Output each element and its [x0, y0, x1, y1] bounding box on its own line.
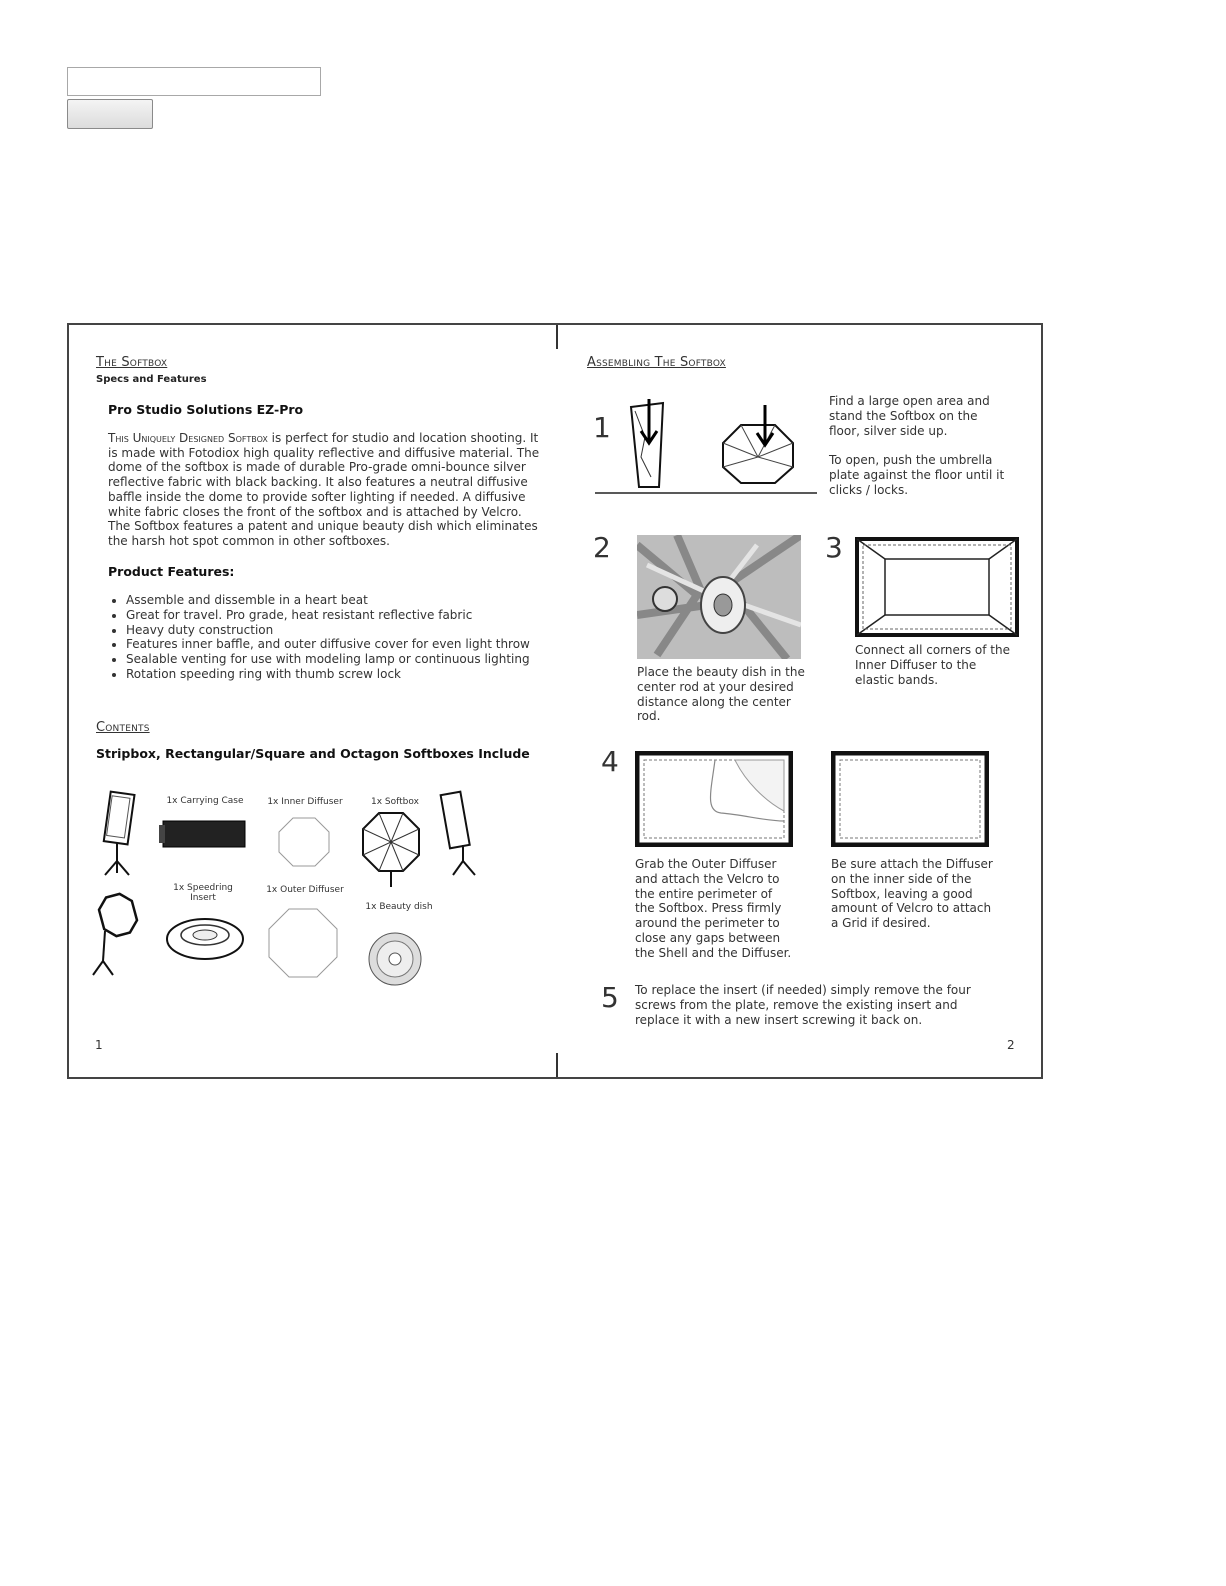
step-3-number: 3	[825, 531, 843, 564]
list-item: • Rotation speeding ring with thumb screw lock	[126, 667, 566, 682]
step-1-text-a: Find a large open area and stand the Softbox on the floor, silver side up.	[829, 394, 990, 438]
page-number-right: 2	[1007, 1038, 1015, 1052]
list-item: • Great for travel. Pro grade, heat resistant reflective fabric	[126, 608, 566, 623]
outer-diffuser-illustration	[265, 905, 341, 981]
step-5-text: To replace the insert (if needed) simply remove the four screws from the plate, remove the existing insert and replace it with a new insert screwing it back on.	[635, 983, 971, 1027]
caption-beauty-dish: 1x Beauty dish	[365, 902, 433, 912]
caption-inner-diffuser: 1x Inner Diffuser	[267, 797, 343, 807]
beauty-dish-illustration	[367, 931, 423, 987]
page-number-left: 1	[95, 1038, 103, 1052]
step-3-illustration	[855, 537, 1019, 637]
step-2-number: 2	[593, 531, 611, 564]
list-item: • Assemble and dissemble in a heart beat	[126, 593, 566, 608]
search-input[interactable]	[67, 67, 321, 96]
speedring-insert-illustration	[163, 911, 247, 963]
step-4-illustration-a	[635, 751, 793, 847]
step-4-text-a: Grab the Outer Diffuser and attach the Velcro to the entire perimeter of the Softbox. Press firmly around the perimeter to close any gaps between the Shell and the Diffuser.	[635, 857, 792, 960]
left-subtitle: Specs and Features	[96, 374, 207, 385]
step-5-number: 5	[601, 981, 619, 1014]
step-1-illustration	[593, 397, 825, 499]
step-1-number: 1	[593, 411, 611, 444]
fold-mark-top	[556, 325, 558, 349]
step-3-text: Connect all corners of the Inner Diffuser to the elastic bands.	[855, 643, 1010, 687]
fold-mark-bottom	[556, 1053, 558, 1077]
list-item: • Features inner baffle, and outer diffusive cover for even light throw	[126, 637, 566, 652]
caption-carrying-case: 1x Carrying Case	[166, 796, 244, 806]
features-heading: Product Features:	[108, 564, 235, 579]
caption-outer-diffuser: 1x Outer Diffuser	[266, 885, 344, 895]
search-button[interactable]	[67, 99, 153, 129]
stripbox-stand-illustration	[93, 789, 147, 879]
octagon-stand-illustration	[91, 891, 143, 979]
list-item: • Sealable venting for use with modeling lamp or continuous lighting	[126, 652, 566, 667]
product-title: Pro Studio Solutions EZ-Pro	[108, 402, 304, 417]
caption-softbox: 1x Softbox	[371, 797, 419, 807]
intro-smallcaps: This Uniquely Designed Softbox	[108, 431, 268, 445]
list-item: • Heavy duty construction	[126, 623, 566, 638]
step-4-illustration-b	[831, 751, 989, 847]
step-2-photo	[637, 535, 801, 659]
left-section-title: The Softbox	[96, 355, 168, 370]
right-section-title: Assembling The Softbox	[587, 355, 726, 370]
features-list	[108, 593, 566, 682]
step-4-text-b: Be sure attach the Diffuser on the inner side of the Softbox, leaving a good amount of Velcro to attach a Grid if desired.	[831, 857, 993, 931]
carrying-case-illustration	[159, 815, 251, 853]
contents-heading: Stripbox, Rectangular/Square and Octagon Softboxes Include	[96, 746, 530, 761]
intro-paragraph	[108, 431, 540, 549]
step-1-text-b: To open, push the umbrella plate against the floor until it clicks / locks.	[829, 453, 1005, 497]
contents-title: Contents	[96, 720, 150, 735]
inner-diffuser-illustration	[275, 815, 333, 869]
step-4-number: 4	[601, 745, 619, 778]
intro-rest: is perfect for studio and location shooting. It is made with Fotodiox high quality reflective and diffusive material. The dome of the softbox is made of durable Pro-grade omni-bounce silver reflective fabric with black backing. It also features a neutral diffusive baffle inside the dome to provide softer lighting if needed. A diffusive white fabric closes the front of the softbox and is attached by Velcro. The Softbox features a patent and unique beauty dish which eliminates the harsh hot spot common in other softboxes.	[108, 431, 540, 548]
caption-speedring-insert: 1x Speedring Insert	[173, 883, 233, 903]
octagon-softbox-illustration	[359, 809, 423, 891]
step-2-text: Place the beauty dish in the center rod at your desired distance along the center rod.	[637, 665, 805, 724]
stripbox-right-illustration	[439, 789, 483, 879]
document-spread	[67, 323, 1043, 1079]
